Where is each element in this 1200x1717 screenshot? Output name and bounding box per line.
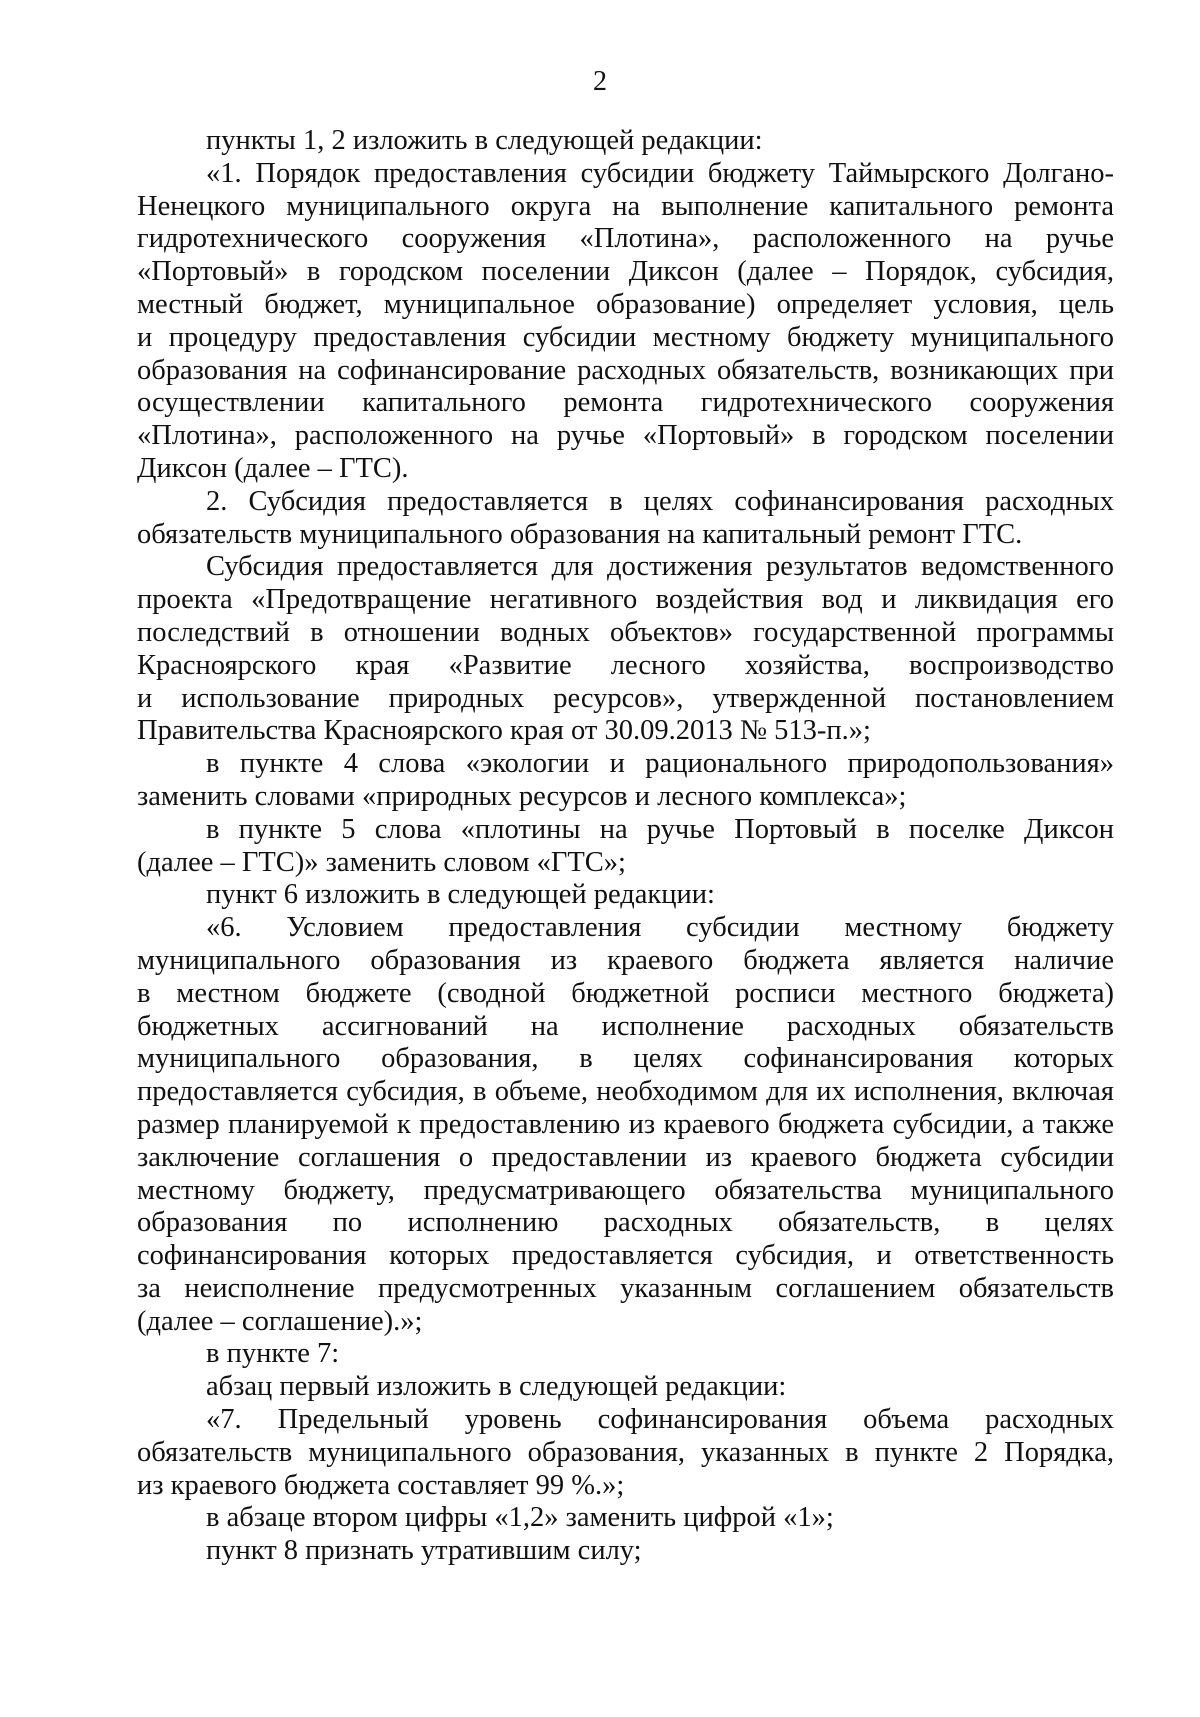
text-line: за неисполнение предусмотренных указанным соглашением обязательств: [137, 1272, 1114, 1304]
text-line: в абзаце втором цифры «1,2» заменить цифрой «1»;: [206, 1502, 834, 1534]
text-line: образования на софинансирование расходных обязательств, возникающих при: [137, 354, 1114, 386]
text-line: «7. Предельный уровень софинансирования объема расходных: [206, 1404, 1114, 1436]
page-number: 2: [593, 66, 607, 97]
text-line: Правительства Красноярского края от 30.09.2013 № 513-п.»;: [137, 715, 871, 747]
text-line: предоставляется субсидия, в объеме, необходимом для их исполнения, включая: [137, 1076, 1114, 1108]
text-line: абзац первый изложить в следующей редакции:: [206, 1371, 787, 1403]
text-line: пункт 8 признать утратившим силу;: [206, 1535, 642, 1567]
text-line: «6. Условием предоставления субсидии местному бюджету: [206, 912, 1114, 944]
text-line: (далее – соглашение).»;: [137, 1305, 423, 1337]
text-line: «1. Порядок предоставления субсидии бюджету Таймырского Долгано-: [206, 157, 1114, 189]
text-line: Субсидия предоставляется для достижения результатов ведомственного: [206, 551, 1114, 583]
text-line: образования по исполнению расходных обязательств, в целях: [137, 1207, 1114, 1239]
text-line: гидротехнического сооружения «Плотина», расположенного на ручье: [137, 223, 1114, 255]
text-line: Ненецкого муниципального округа на выполнение капитального ремонта: [137, 190, 1114, 222]
text-line: бюджетных ассигнований на исполнение расходных обязательств: [137, 1010, 1114, 1042]
text-line: Диксон (далее – ГТС).: [137, 452, 409, 484]
text-line: в пункте 5 слова «плотины на ручье Портовый в поселке Диксон: [206, 813, 1114, 845]
text-line: местный бюджет, муниципальное образование) определяет условия, цель: [137, 288, 1114, 320]
text-line: «Плотина», расположенного на ручье «Портовый» в городском поселении: [137, 420, 1114, 452]
text-line: размер планируемой к предоставлению из краевого бюджета субсидии, а также: [137, 1108, 1114, 1140]
text-line: проекта «Предотвращение негативного воздействия вод и ликвидация его: [137, 584, 1114, 616]
text-line: пункты 1, 2 изложить в следующей редакции:: [206, 125, 763, 156]
text-line: обязательств муниципального образования на капитальный ремонт ГТС.: [137, 518, 1023, 550]
text-line: местному бюджету, предусматривающего обязательства муниципального: [137, 1174, 1114, 1206]
document-body: [137, 125, 1114, 1568]
text-line: муниципального образования, в целях софинансирования которых: [137, 1043, 1114, 1075]
text-line: последствий в отношении водных объектов» государственной программы: [137, 616, 1114, 648]
text-line: в местном бюджете (сводной бюджетной росписи местного бюджета): [137, 977, 1114, 1009]
text-line: софинансирования которых предоставляется субсидия, и ответственность: [137, 1240, 1114, 1272]
text-line: и использование природных ресурсов», утвержденной постановлением: [137, 682, 1114, 714]
text-line: Красноярского края «Развитие лесного хозяйства, воспроизводство: [137, 649, 1114, 681]
text-line: 2. Субсидия предоставляется в целях софинансирования расходных: [206, 485, 1114, 517]
text-line: муниципального образования из краевого бюджета является наличие: [137, 944, 1114, 976]
text-line: осуществлении капитального ремонта гидротехнического сооружения: [137, 387, 1114, 419]
text-line: обязательств муниципального образования, указанных в пункте 2 Порядка,: [137, 1436, 1114, 1468]
text-line: (далее – ГТС)» заменить словом «ГТС»;: [137, 846, 626, 878]
text-line: заключение соглашения о предоставлении из краевого бюджета субсидии: [137, 1141, 1114, 1173]
text-line: в пункте 4 слова «экологии и рационального природопользования»: [206, 748, 1114, 780]
text-line: пункт 6 изложить в следующей редакции:: [206, 879, 715, 911]
text-line: заменить словами «природных ресурсов и лесного комплекса»;: [137, 780, 907, 812]
text-line: из краевого бюджета составляет 99 %.»;: [137, 1469, 625, 1501]
text-line: «Портовый» в городском поселении Диксон (далее – Порядок, субсидия,: [137, 256, 1114, 288]
text-line: и процедуру предоставления субсидии местному бюджету муниципального: [137, 321, 1114, 353]
text-line: в пункте 7:: [206, 1338, 340, 1370]
